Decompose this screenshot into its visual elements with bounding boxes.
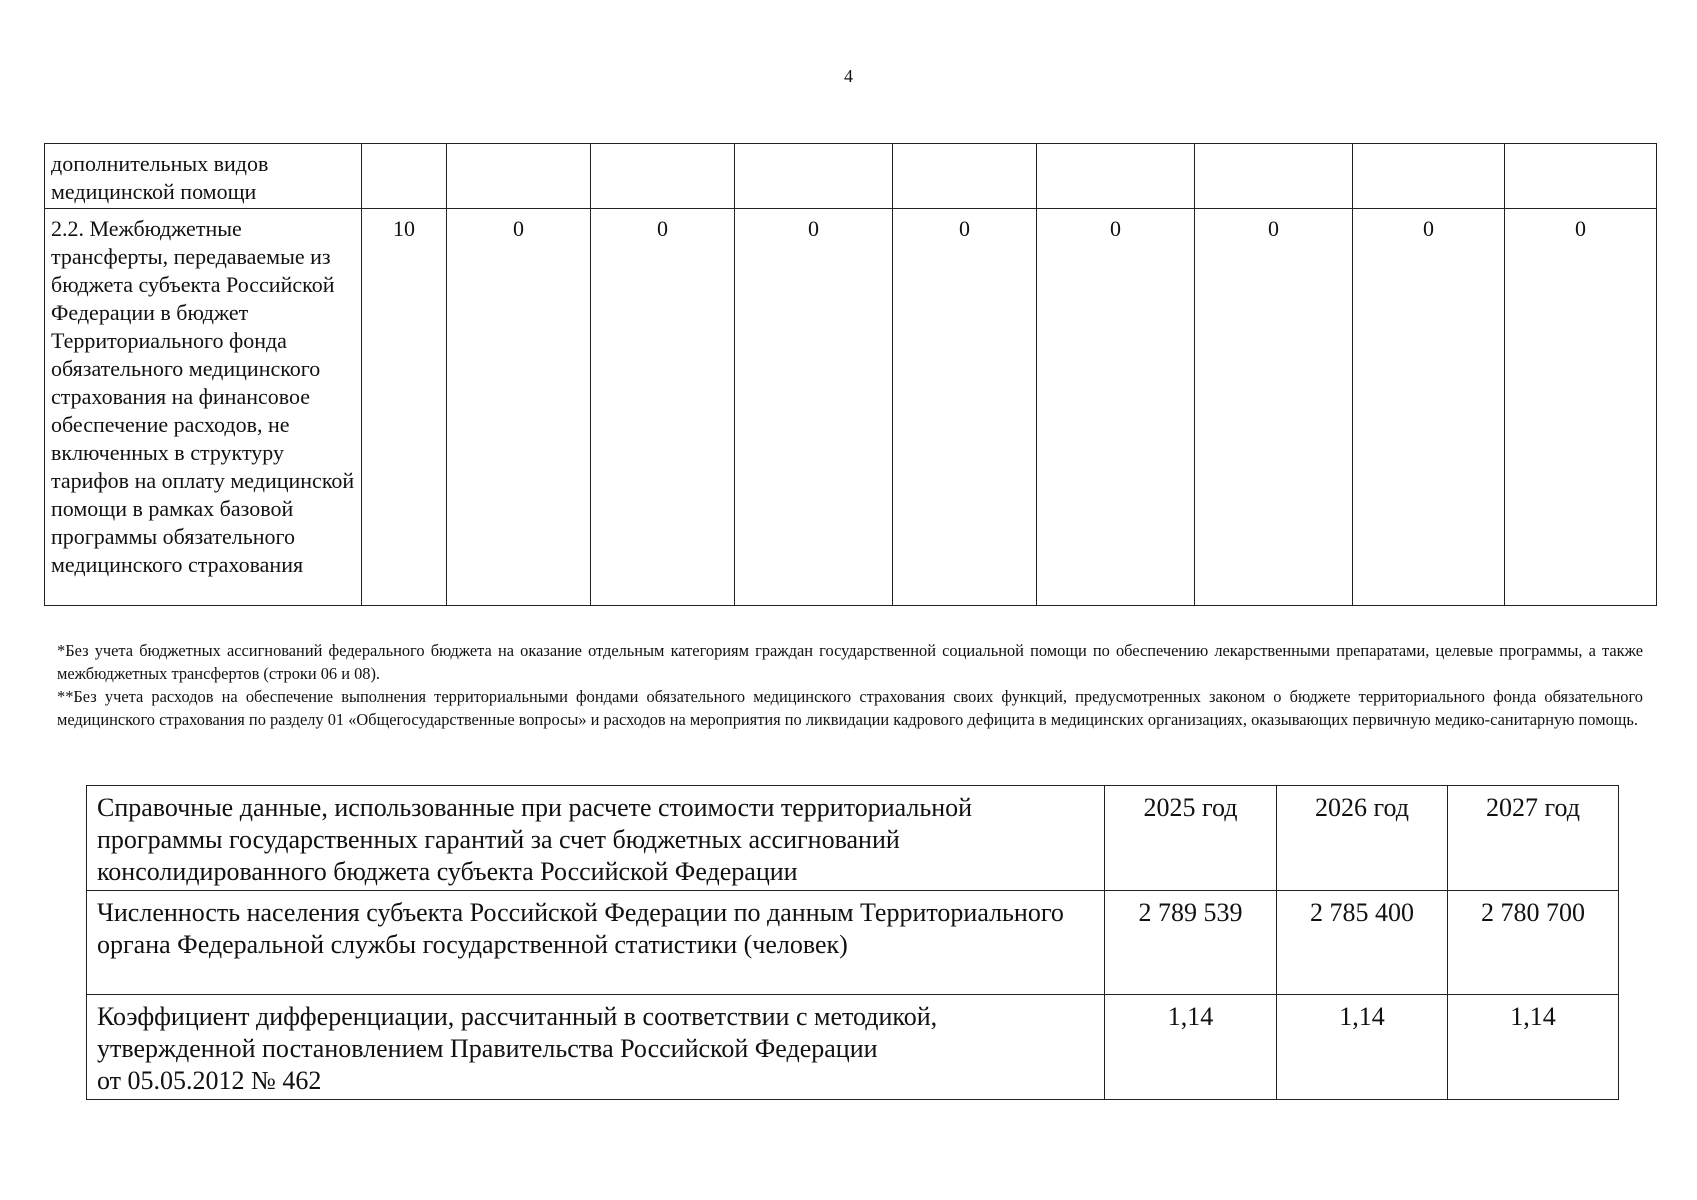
- value-cell: 0: [1195, 209, 1353, 606]
- year-header: 2025 год: [1105, 786, 1277, 891]
- year-header: 2027 год: [1448, 786, 1619, 891]
- value-cell: [1195, 144, 1353, 209]
- value-cell: 0: [447, 209, 591, 606]
- coefficient-label: [87, 995, 1105, 1100]
- table-row: [45, 144, 1657, 209]
- value-cell: [591, 144, 735, 209]
- value-cell: [893, 144, 1037, 209]
- value-cell: [735, 144, 893, 209]
- value-cell: [447, 144, 591, 209]
- row-label: дополнительных видов медицинской помощи: [45, 144, 362, 209]
- value-cell: [1353, 144, 1505, 209]
- footnote: *Без учета бюджетных ассигнований федерального бюджета на оказание отдельным категориям граждан государственной социальной помощи по обеспечению лекарственными препаратами, целевые программы, а также межбюджетных трансфертов (строки 06 и 08).: [57, 641, 1643, 683]
- value-cell: 1,14: [1105, 995, 1277, 1100]
- value-cell: 1,14: [1448, 995, 1619, 1100]
- coefficient-label-text: Коэффициент дифференциации, рассчитанный в соответствии с методикой, утвержденной постановлением Правительства Российской Федерации: [97, 1002, 938, 1063]
- year-header: 2026 год: [1277, 786, 1448, 891]
- value-cell: 0: [1353, 209, 1505, 606]
- financing-table: [44, 143, 1657, 606]
- value-cell: 0: [1505, 209, 1657, 606]
- value-cell: 0: [591, 209, 735, 606]
- value-cell: 0: [735, 209, 893, 606]
- value-cell: [1505, 144, 1657, 209]
- table-header-row: [87, 786, 1619, 891]
- table-row: [87, 891, 1619, 995]
- value-cell: 2 780 700: [1448, 891, 1619, 995]
- table-row: [45, 209, 1657, 606]
- table-row: [87, 995, 1619, 1100]
- coefficient-label-date: от 05.05.2012 № 462: [97, 1066, 322, 1095]
- footnotes: [57, 639, 1643, 731]
- page-number: 4: [844, 66, 853, 86]
- footnote: **Без учета расходов на обеспечение выполнения территориальными фондами обязательного медицинского страхования своих функций, предусмотренных законом о бюджете территориального фонда обязательного медицинского страхования по разделу 01 «Общегосударственные вопросы» и расходов на мероприятия по ликвидации кадрового дефицита в медицинских организациях, оказывающих первичную медико-санитарную помощь.: [57, 687, 1643, 729]
- value-cell: 0: [1037, 209, 1195, 606]
- population-label: Численность населения субъекта Российской Федерации по данным Территориального органа Федеральной службы государственной статистики (человек): [87, 891, 1105, 995]
- value-cell: [1037, 144, 1195, 209]
- header-label: Справочные данные, использованные при расчете стоимости территориальной программы государственных гарантий за счет бюджетных ассигнований консолидированного бюджета субъекта Российской Федерации: [87, 786, 1105, 891]
- row-label: 2.2. Межбюджетные трансферты, передаваемые из бюджета субъекта Российской Федерации в бюджет Территориального фонда обязательного медицинского страхования на финансовое обеспечение расходов, не включенных в структуру тарифов на оплату медицинской помощи в рамках базовой программы обязательного медицинского страхования: [45, 209, 362, 606]
- value-cell: 2 789 539: [1105, 891, 1277, 995]
- reference-data-table: [86, 785, 1619, 1100]
- value-cell: 10: [362, 209, 447, 606]
- value-cell: 0: [893, 209, 1037, 606]
- value-cell: [362, 144, 447, 209]
- value-cell: 2 785 400: [1277, 891, 1448, 995]
- value-cell: 1,14: [1277, 995, 1448, 1100]
